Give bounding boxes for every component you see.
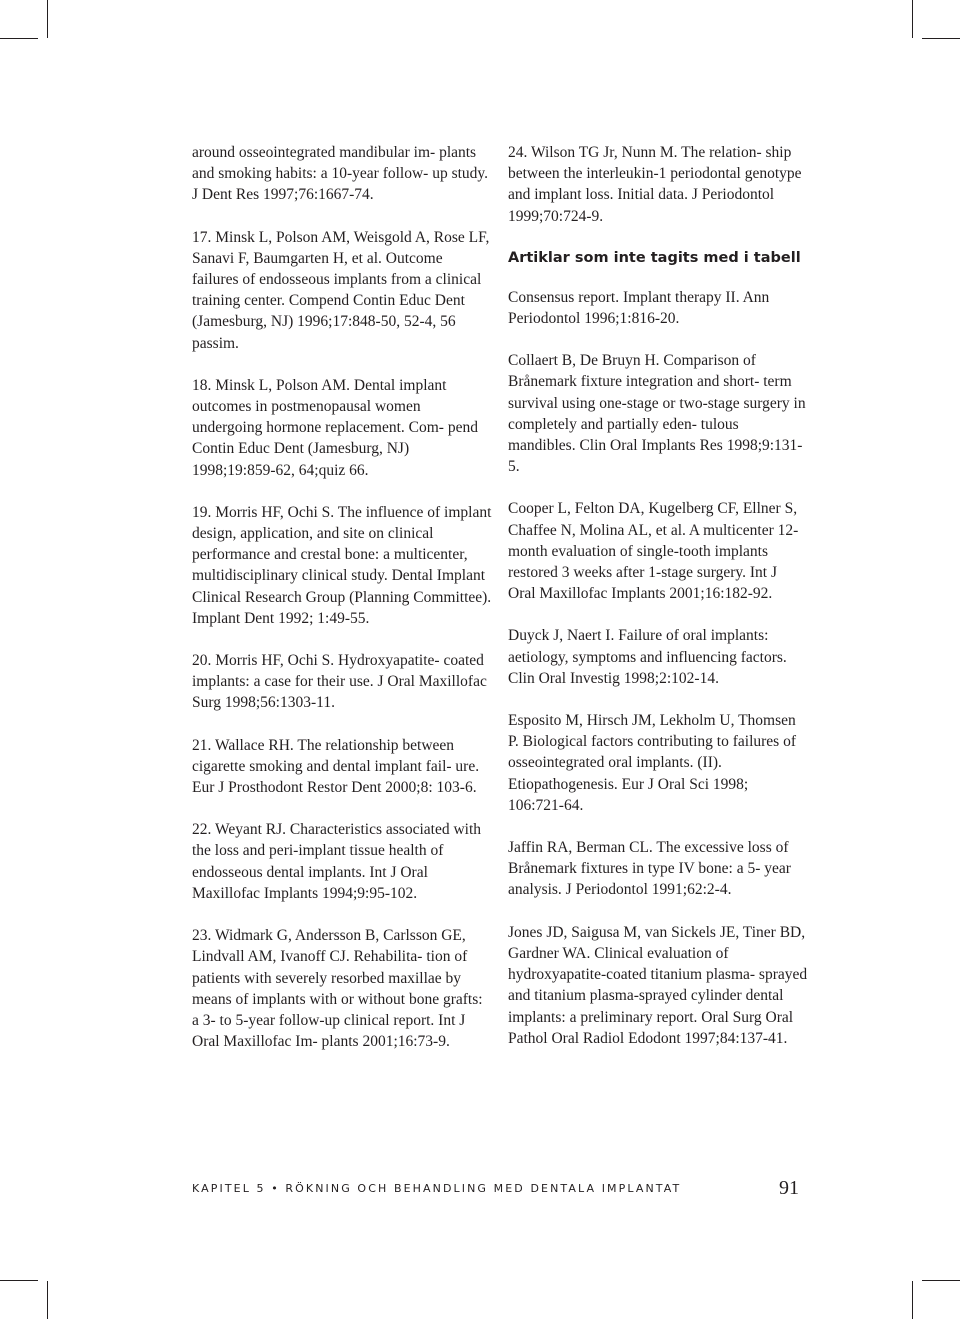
page-number: 91: [779, 1177, 799, 1199]
running-head: KAPITEL 5 • RÖKNING OCH BEHANDLING MED DENTALA IMPLANTAT: [192, 1182, 682, 1195]
reference-item: 18. Minsk L, Polson AM. Dental implant outcomes in postmenopausal women undergoing hormone replacement. Com- pend Contin Educ Dent (Jamesburg, NJ) 1998;19:859-62, 64;quiz 66.: [192, 376, 478, 479]
reference-item: 23. Widmark G, Andersson B, Carlsson GE, Lindvall AM, Ivanoff CJ. Rehabilita- tion of patients with severely resorbed maxillae by means of implants with or without bone grafts: a 3- to 5-year follow-up clinical report. Int J Oral Maxillofac Im- plants 2001;16:73-9.: [192, 927, 483, 1051]
section-heading: Artiklar som inte tagits med i tabell: [508, 249, 801, 266]
reference-item: 22. Weyant RJ. Characteristics associated with the loss and peri-implant tissue health of endosseous dental implants. Int J Oral Maxillofac Implants 1994;9:95-102.: [192, 821, 482, 902]
reference-item: Jones JD, Saigusa M, van Sickels JE, Tiner BD, Gardner WA. Clinical evaluation of hydroxyapatite-coated titanium plasma- sprayed and titanium plasma-sprayed cylinder dental implants: a preliminary report. Oral Surg Oral Pathol Oral Radiol Edodont 1997;84:137-41.: [508, 923, 808, 1047]
reference-item: 17. Minsk L, Polson AM, Weisgold A, Rose LF, Sanavi F, Baumgarten H, et al. Outcome failures of endosseous implants from a clinical training center. Compend Contin Educ Dent (Jamesburg, NJ) 1996;17:848-50, 52-4, 56 passim.: [192, 228, 490, 352]
reference-item: 24. Wilson TG Jr, Nunn M. The relation- ship between the interleukin-1 periodontal genotype and implant loss. Initial data. J Periodontol 1999;70:724-9.: [508, 144, 802, 225]
reference-item: around osseointegrated mandibular im- plants and smoking habits: a 10-year follow- up study. J Dent Res 1997;76:1667-74.: [192, 144, 489, 204]
reference-item: Cooper L, Felton DA, Kugelberg CF, Ellner S, Chaffee N, Molina AL, et al. A multicenter 12-month evaluation of single-tooth implants restored 3 weeks after 1-stage surgery. Int J Oral Maxillofac Implants 2001;16:182-92.: [508, 500, 799, 603]
reference-item: 19. Morris HF, Ochi S. The influence of implant design, application, and site on clinical performance and crestal bone: a multicenter, multidisciplinary clinical study. Dental Implant Clinical Research Group (Planning Committee). Implant Dent 1992; 1:49-55.: [192, 503, 492, 627]
reference-item: 21. Wallace RH. The relationship between cigarette smoking and dental implant fail- ure. Eur J Prosthodont Restor Dent 2000;8: 103-6.: [192, 736, 480, 797]
page-footer: [192, 1177, 799, 1202]
reference-item: Consensus report. Implant therapy II. Ann Periodontol 1996;1:816-20.: [508, 288, 770, 328]
reference-item: Duyck J, Naert I. Failure of oral implants: aetiology, symptoms and influencing factors. Clin Oral Investig 1998;2:102-14.: [508, 627, 787, 687]
reference-column-right: [508, 142, 808, 1070]
reference-column-left: [192, 142, 492, 1073]
reference-item: 20. Morris HF, Ochi S. Hydroxyapatite- coated implants: a case for their use. J Oral Maxillofac Surg 1998;56:1303-11.: [192, 652, 487, 712]
reference-item: Jaffin RA, Berman CL. The excessive loss of Brånemark fixtures in type IV bone: a 5- year analysis. J Periodontol 1991;62:2-4.: [508, 839, 791, 899]
reference-item: Esposito M, Hirsch JM, Lekholm U, Thomsen P. Biological factors contributing to failures of osseointegrated oral implants. (II). Etiopathogenesis. Eur J Oral Sci 1998; 106:721-64.: [508, 712, 796, 814]
reference-item: Collaert B, De Bruyn H. Comparison of Brånemark fixture integration and short- term survival using one-stage or two-stage surgery in completely and partially eden- tulous mandibles. Clin Oral Implants Res 1998;9:131-5.: [508, 352, 806, 476]
